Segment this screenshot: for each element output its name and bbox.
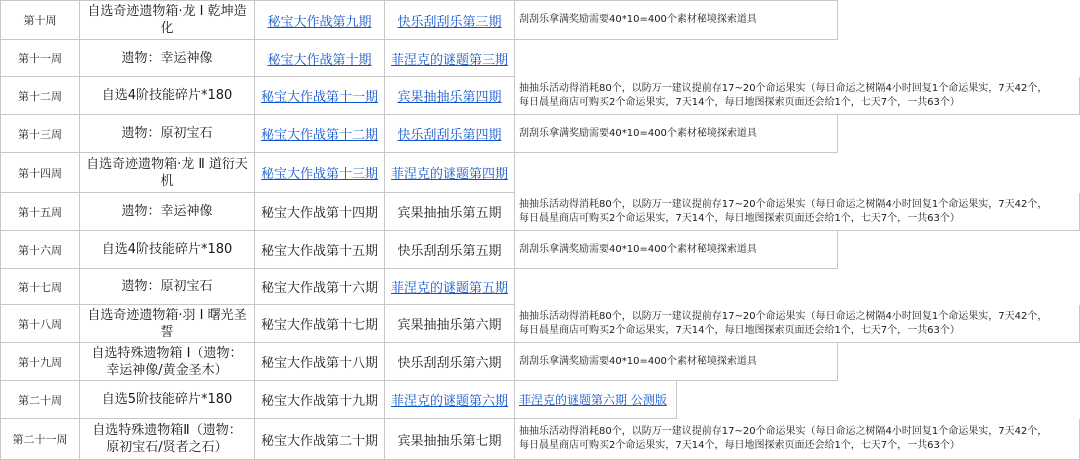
table-row [0, 269, 1080, 305]
reward-cell[interactable]: 遗物：幸运神像 [80, 40, 255, 77]
reward-cell[interactable]: 自选4阶技能碎片*180 [80, 77, 255, 115]
event1-cell[interactable]: 秘宝大作战第十二期 [255, 115, 385, 153]
table-row [0, 305, 1080, 343]
week-cell[interactable]: 第十九周 [0, 343, 80, 381]
week-cell[interactable]: 第十二周 [0, 77, 80, 115]
note-cell[interactable]: 抽抽乐活动得消耗80个，以防万一建议提前存17~20个命运果实（每日命运之树隔4小时回复1个命运果实，7天42个， 每日晨星商店可购买2个命运果实，7天14个，每日地图探索页面还会给1个，七天7个，一共63个） [515, 193, 1080, 231]
table-row [0, 343, 1080, 381]
event1-cell[interactable]: 秘宝大作战第十四期 [255, 193, 385, 231]
note-cell[interactable]: 抽抽乐活动得消耗80个，以防万一建议提前存17~20个命运果实（每日命运之树隔4小时回复1个命运果实，7天42个， 每日晨星商店可购买2个命运果实，7天14个，每日地图探索页面还会给1个，七天7个，一共63个） [515, 419, 1080, 460]
week-cell[interactable]: 第十三周 [0, 115, 80, 153]
event2-cell[interactable]: 快乐刮刮乐第四期 [385, 115, 515, 153]
table-row [0, 115, 1080, 153]
event2-cell[interactable]: 宾果抽抽乐第六期 [385, 305, 515, 343]
week-cell[interactable]: 第二十一周 [0, 419, 80, 460]
week-cell[interactable]: 第十五周 [0, 193, 80, 231]
event2-cell[interactable]: 菲涅克的谜题第六期 [385, 381, 515, 419]
event1-cell[interactable]: 秘宝大作战第十一期 [255, 77, 385, 115]
table-row [0, 153, 1080, 193]
event2-cell[interactable]: 快乐刮刮乐第五期 [385, 231, 515, 269]
note-cell[interactable]: 抽抽乐活动得消耗80个，以防万一建议提前存17~20个命运果实（每日命运之树隔4小时回复1个命运果实，7天42个， 每日晨星商店可购买2个命运果实，7天14个，每日地图探索页面还会给1个，七天7个，一共63个） [515, 305, 1080, 343]
event2-cell[interactable]: 宾果抽抽乐第七期 [385, 419, 515, 460]
reward-cell[interactable]: 遗物：幸运神像 [80, 193, 255, 231]
reward-cell[interactable]: 遗物：原初宝石 [80, 115, 255, 153]
event2-cell[interactable]: 宾果抽抽乐第四期 [385, 77, 515, 115]
note-cell[interactable]: 抽抽乐活动得消耗80个，以防万一建议提前存17~20个命运果实（每日命运之树隔4小时回复1个命运果实，7天42个， 每日晨星商店可购买2个命运果实，7天14个，每日地图探索页面还会给1个，七天7个，一共63个） [515, 77, 1080, 115]
week-cell[interactable]: 第十一周 [0, 40, 80, 77]
week-cell[interactable]: 第十六周 [0, 231, 80, 269]
reward-cell[interactable]: 遗物：原初宝石 [80, 269, 255, 305]
event2-cell[interactable]: 菲涅克的谜题第三期 [385, 40, 515, 77]
reward-cell[interactable]: 自选4阶技能碎片*180 [80, 231, 255, 269]
reward-cell[interactable]: 自选奇迹遗物箱·羽 Ⅰ 曙光圣誓 [80, 305, 255, 343]
table-row [0, 231, 1080, 269]
reward-cell[interactable]: 自选特殊遗物箱Ⅱ（遗物：原初宝石/贤者之石） [80, 419, 255, 460]
event2-cell[interactable]: 菲涅克的谜题第四期 [385, 153, 515, 193]
event1-cell[interactable]: 秘宝大作战第十七期 [255, 305, 385, 343]
reward-cell[interactable]: 自选特殊遗物箱 Ⅰ（遗物：幸运神像/黄金圣木） [80, 343, 255, 381]
week-cell[interactable]: 第十四周 [0, 153, 80, 193]
note-cell[interactable]: 刮刮乐拿满奖励需要40*10=400个素材秘境探索道具 [515, 343, 838, 381]
note-cell[interactable]: 刮刮乐拿满奖励需要40*10=400个素材秘境探索道具 [515, 115, 838, 153]
event1-cell[interactable]: 秘宝大作战第二十期 [255, 419, 385, 460]
note-cell[interactable]: 刮刮乐拿满奖励需要40*10=400个素材秘境探索道具 [515, 231, 838, 269]
event1-cell[interactable]: 秘宝大作战第十五期 [255, 231, 385, 269]
table-row [0, 419, 1080, 460]
event1-cell[interactable]: 秘宝大作战第十三期 [255, 153, 385, 193]
table-row [0, 381, 1080, 419]
week-cell[interactable]: 第十周 [0, 0, 80, 40]
event1-cell[interactable]: 秘宝大作战第九期 [255, 0, 385, 40]
event1-cell[interactable]: 秘宝大作战第十期 [255, 40, 385, 77]
table-row [0, 77, 1080, 115]
table-row [0, 193, 1080, 231]
table-row [0, 0, 1080, 40]
reward-cell[interactable]: 自选5阶技能碎片*180 [80, 381, 255, 419]
week-cell[interactable]: 第二十周 [0, 381, 80, 419]
note-cell[interactable]: 刮刮乐拿满奖励需要40*10=400个素材秘境探索道具 [515, 0, 838, 40]
event1-cell[interactable]: 秘宝大作战第十九期 [255, 381, 385, 419]
reward-cell[interactable]: 自选奇迹遗物箱·龙 Ⅰ 乾坤造化 [80, 0, 255, 40]
event1-cell[interactable]: 秘宝大作战第十六期 [255, 269, 385, 305]
event2-cell[interactable]: 宾果抽抽乐第五期 [385, 193, 515, 231]
week-cell[interactable]: 第十七周 [0, 269, 80, 305]
table-row [0, 40, 1080, 77]
event2-cell[interactable]: 菲涅克的谜题第五期 [385, 269, 515, 305]
event2-cell[interactable]: 快乐刮刮乐第三期 [385, 0, 515, 40]
reward-cell[interactable]: 自选奇迹遗物箱·龙 Ⅱ 道衍天机 [80, 153, 255, 193]
week-cell[interactable]: 第十八周 [0, 305, 80, 343]
event2-cell[interactable]: 快乐刮刮乐第六期 [385, 343, 515, 381]
event1-cell[interactable]: 秘宝大作战第十八期 [255, 343, 385, 381]
note-cell[interactable]: 菲涅克的谜题第六期 公测版 [515, 381, 677, 419]
